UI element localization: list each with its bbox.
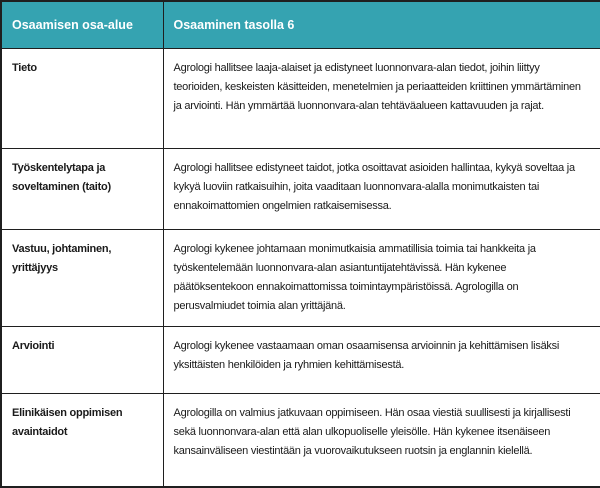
row-text: Agrologi hallitsee laaja-alaiset ja edistyneet luonnonvara-alan tiedot, joihin liittyy teorioiden, keskeisten käsitteiden, menetelmien ja periaatteiden kriittinen ymmärtäminen ja arviointi. Hän ymmärtää luonnonvara-alan tehtäväalueen kattavuuden ja rajat. bbox=[163, 48, 600, 148]
row-text: Agrologi kykenee johtamaan monimutkaisia ammatillisia toimia tai hankkeita ja työskentelemään luonnonvara-alan asiantuntijatehtävissä. Hän kykenee päätöksentekoon ennakoimattomissa toimintaympäristöissä. Agrologilla on perusvalmiudet toimia alan yrittäjänä. bbox=[163, 229, 600, 326]
header-cell-competence-area: Osaamisen osa-alue bbox=[1, 1, 163, 48]
row-label: Arviointi bbox=[1, 326, 163, 393]
row-label: Työskentelytapa ja soveltaminen (taito) bbox=[1, 148, 163, 229]
header-cell-level-6: Osaaminen tasolla 6 bbox=[163, 1, 600, 48]
table-row-elinikainen bbox=[1, 393, 600, 487]
table-row-tieto bbox=[1, 48, 600, 148]
table-row-tyoskentelytapa bbox=[1, 148, 600, 229]
row-label: Tieto bbox=[1, 48, 163, 148]
row-label: Vastuu, johtaminen, yrittäjyys bbox=[1, 229, 163, 326]
table-row-arviointi bbox=[1, 326, 600, 393]
table-header-row bbox=[1, 1, 600, 48]
row-label: Elinikäisen oppimisen avaintaidot bbox=[1, 393, 163, 487]
row-text: Agrologi kykenee vastaamaan oman osaamisensa arvioinnin ja kehittämisen lisäksi yksittäisten henkilöiden ja ryhmien kehittämisestä. bbox=[163, 326, 600, 393]
row-text: Agrologi hallitsee edistyneet taidot, jotka osoittavat asioiden hallintaa, kykyä soveltaa ja kykyä luoviin ratkaisuihin, joita vaaditaan luonnonvara-alalla monimutkaisten tai ennakoimattomien ongelmien ratkaisemisessa. bbox=[163, 148, 600, 229]
table-row-vastuu bbox=[1, 229, 600, 326]
row-text: Agrologilla on valmius jatkuvaan oppimiseen. Hän osaa viestiä suullisesti ja kirjallisesti sekä luonnonvara-alan että alan ulkopuoliselle yleisölle. Hän kykenee itsenäiseen kansainväliseen viestintään ja vuorovaikutukseen ruotsin ja englannin kielellä. bbox=[163, 393, 600, 487]
